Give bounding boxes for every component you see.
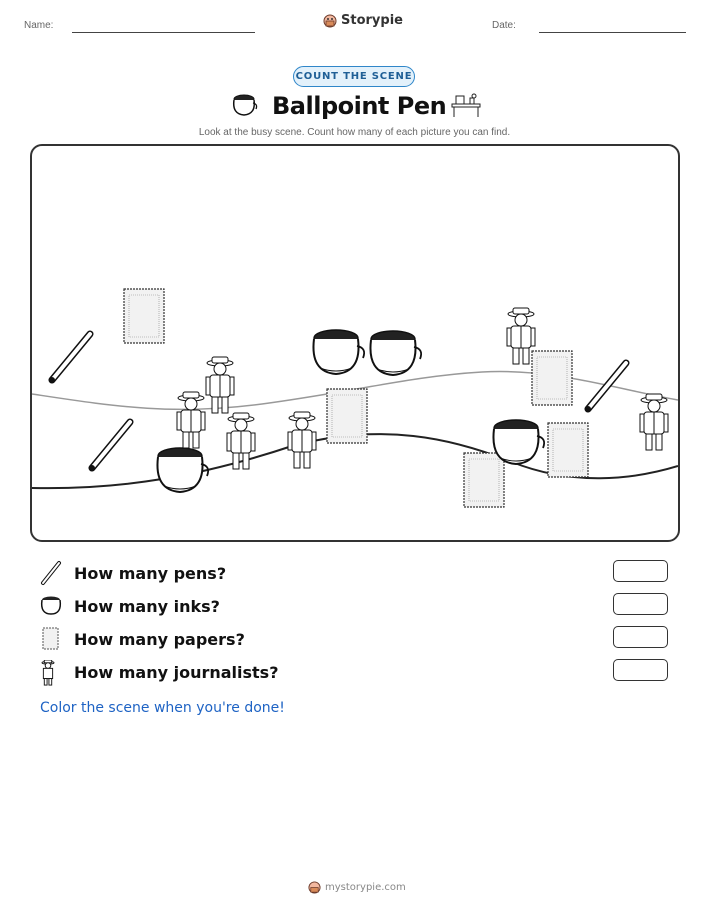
journalist-icon bbox=[40, 660, 56, 686]
instructions: Look at the busy scene. Count how many of each picture you can find. bbox=[198, 127, 511, 138]
brand-logo bbox=[323, 13, 403, 28]
scene-illustration bbox=[32, 146, 678, 540]
storypie-logo-icon bbox=[323, 14, 337, 28]
ink-pot-item bbox=[370, 331, 421, 375]
footer-brand bbox=[308, 881, 406, 894]
answer-box-inks[interactable] bbox=[613, 593, 668, 615]
journalist-item bbox=[640, 394, 668, 450]
paper-item bbox=[532, 351, 572, 405]
ink-pot-icon bbox=[40, 594, 64, 616]
journalist-item bbox=[206, 357, 234, 413]
busy-scene bbox=[30, 144, 680, 542]
paper-item bbox=[327, 389, 367, 443]
paper-item bbox=[124, 289, 164, 343]
question-journalists: How many journalists? bbox=[74, 663, 279, 682]
question-papers: How many papers? bbox=[74, 630, 245, 649]
page-title: Ballpoint Pen bbox=[272, 92, 447, 120]
pen-item bbox=[89, 422, 130, 471]
brand-name: Storypie bbox=[341, 13, 403, 28]
journalist-item bbox=[177, 392, 205, 448]
pen-icon bbox=[40, 560, 62, 586]
ink-pot-item bbox=[493, 420, 544, 464]
ink-pot-icon bbox=[230, 92, 260, 118]
question-pens: How many pens? bbox=[74, 564, 227, 583]
date-field[interactable] bbox=[539, 32, 686, 33]
color-instruction: Color the scene when you're done! bbox=[40, 700, 285, 716]
name-label: Name: bbox=[24, 20, 54, 31]
journalist-item bbox=[507, 308, 535, 364]
date-label: Date: bbox=[492, 20, 516, 31]
answer-box-journalists[interactable] bbox=[613, 659, 668, 681]
footer-brand-text: mystorypie.com bbox=[325, 882, 406, 893]
ink-pot-item bbox=[313, 330, 364, 374]
count-the-scene-badge: COUNT THE SCENE bbox=[293, 66, 415, 87]
question-inks: How many inks? bbox=[74, 597, 220, 616]
desk-icon bbox=[450, 92, 482, 118]
paper-item bbox=[548, 423, 588, 477]
journalist-item bbox=[288, 412, 316, 468]
storypie-logo-icon bbox=[308, 881, 321, 894]
paper-item bbox=[464, 453, 504, 507]
name-field[interactable] bbox=[72, 32, 255, 33]
paper-icon bbox=[42, 627, 60, 651]
answer-box-papers[interactable] bbox=[613, 626, 668, 648]
answer-box-pens[interactable] bbox=[613, 560, 668, 582]
pen-item bbox=[49, 334, 90, 383]
ink-pot-item bbox=[157, 448, 208, 492]
